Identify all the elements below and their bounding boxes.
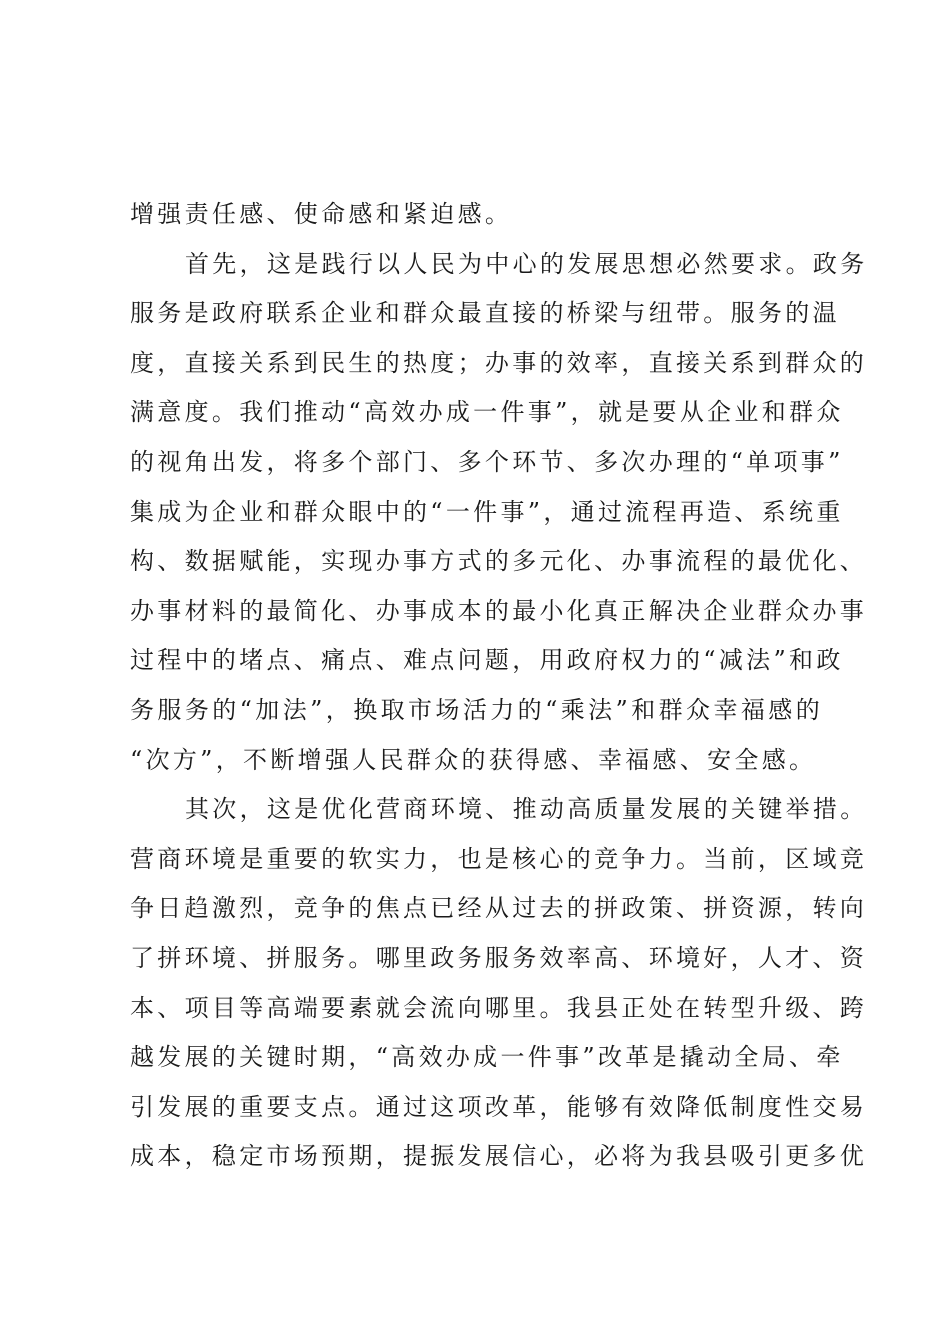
text-line: 引发展的重要支点。通过这项改革，能够有效降低制度性交易: [130, 1092, 868, 1121]
text-line: 越发展的关键时期，“高效办成一件事”改革是撬动全局、牵: [130, 1043, 844, 1072]
text-line: 了拼环境、拼服务。哪里政务服务效率高、环境好，人才、资: [130, 943, 868, 972]
text-line: 满意度。我们推动“高效办成一件事”，就是要从企业和群众: [130, 398, 844, 427]
text-line: 构、数据赋能，实现办事方式的多元化、办事流程的最优化、: [130, 547, 868, 576]
text-line: 成本，稳定市场预期，提振发展信心，必将为我县吸引更多优: [130, 1142, 868, 1171]
text-line: 办事材料的最简化、办事成本的最小化真正解决企业群众办事: [130, 596, 868, 625]
text-line: 的视角出发，将多个部门、多个环节、多次办理的“单项事”: [130, 447, 844, 476]
document-page: [130, 190, 868, 1182]
text-line: 过程中的堵点、痛点、难点问题，用政府权力的“减法”和政: [130, 646, 844, 675]
text-line: “次方”，不断增强人民群众的获得感、幸福感、安全感。: [130, 745, 817, 774]
text-line: 争日趋激烈，竞争的焦点已经从过去的拼政策、拼资源，转向: [130, 894, 868, 923]
text-line: 服务是政府联系企业和群众最直接的桥梁与纽带。服务的温: [130, 299, 840, 328]
paragraph-first-line: 首先，这是践行以人民为中心的发展思想必然要求。政务: [185, 249, 868, 278]
text-line: 营商环境是重要的软实力，也是核心的竞争力。当前，区域竞: [130, 844, 868, 873]
text-line: 本、项目等高端要素就会流向哪里。我县正处在转型升级、跨: [130, 993, 868, 1022]
text-line: 集成为企业和群众眼中的“一件事”，通过流程再造、系统重: [130, 497, 844, 526]
paragraph-first-line: 其次，这是优化营商环境、推动高质量发展的关键举措。: [185, 795, 868, 824]
text-line: 度，直接关系到民生的热度；办事的效率，直接关系到群众的: [130, 348, 868, 377]
text-line: 务服务的“加法”，换取市场活力的“乘法”和群众幸福感的: [130, 695, 823, 724]
text-line: 增强责任感、使命感和紧迫感。: [130, 200, 513, 228]
